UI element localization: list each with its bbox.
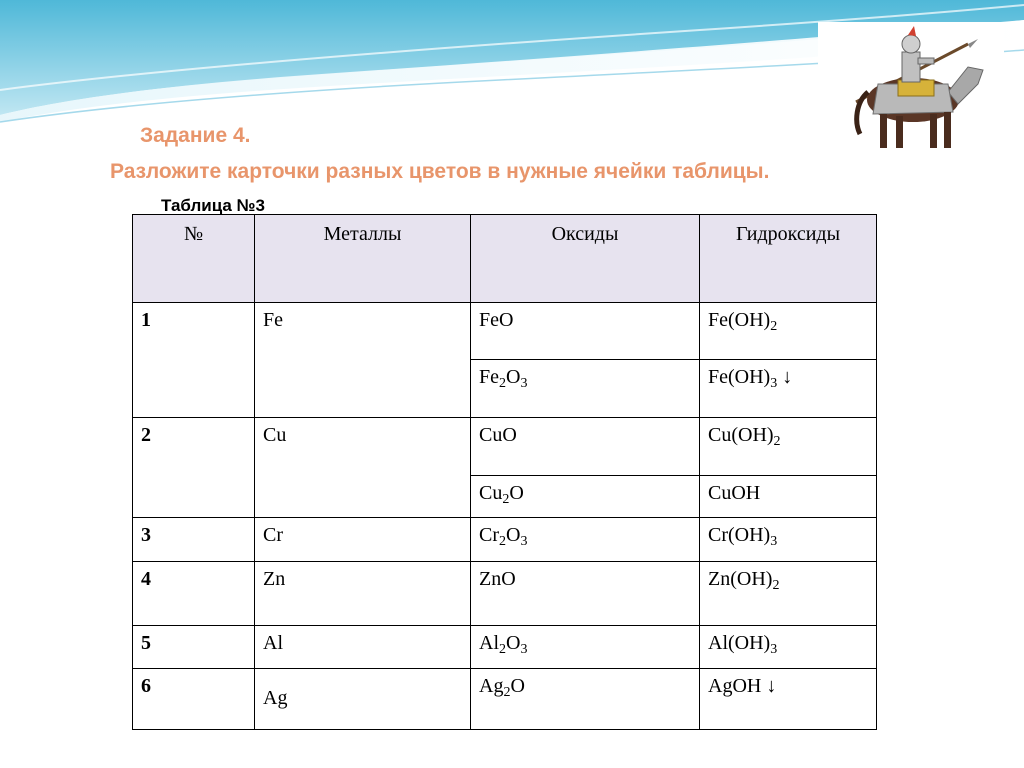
row-number: 1: [133, 303, 255, 418]
row-number: 6: [133, 669, 255, 730]
table-row: [133, 303, 877, 360]
row-number: 5: [133, 626, 255, 669]
oxide-cell: FeO: [471, 303, 700, 360]
hydroxide-cell: $Cu(OH)_2$: [700, 418, 877, 476]
header-hydroxides: Гидроксиды: [700, 215, 877, 303]
metal-cell: Cr: [255, 518, 471, 562]
table-row: [133, 669, 877, 730]
header-metals: Металлы: [255, 215, 471, 303]
compounds-table: [132, 214, 877, 730]
oxide-cell: $Cr_2O_3$: [471, 518, 700, 562]
table-header-row: [133, 215, 877, 303]
hydroxide-cell: $Fe(OH)_3$ ↓: [700, 360, 877, 418]
oxide-cell: $Cu_2O$: [471, 476, 700, 518]
metal-cell: Ag: [255, 669, 471, 730]
task-title: Задание 4.: [140, 124, 251, 147]
table-row: [133, 418, 877, 476]
oxide-cell: ZnO: [471, 562, 700, 626]
hydroxide-cell: $Zn(OH)_2$: [700, 562, 877, 626]
knight-image: [818, 22, 1004, 156]
row-number: 3: [133, 518, 255, 562]
header-oxides: Оксиды: [471, 215, 700, 303]
oxide-cell: $Al_2O_3$: [471, 626, 700, 669]
hydroxide-cell: CuOH: [700, 476, 877, 518]
oxide-cell: CuO: [471, 418, 700, 476]
oxide-cell: $Fe_2O_3$: [471, 360, 700, 418]
table-row: [133, 518, 877, 562]
row-number: 2: [133, 418, 255, 518]
metal-cell: Al: [255, 626, 471, 669]
metal-cell: Cu: [255, 418, 471, 518]
metal-cell: Fe: [255, 303, 471, 418]
table-row: [133, 626, 877, 669]
table-caption: Таблица №3: [161, 196, 265, 215]
table-row: [133, 562, 877, 626]
hydroxide-cell: AgOH ↓: [700, 669, 877, 730]
hydroxide-cell: $Fe(OH)_2$: [700, 303, 877, 360]
task-instruction: Разложите карточки разных цветов в нужные ячейки таблицы.: [110, 160, 770, 183]
knight-on-horse-icon: [818, 22, 1004, 156]
row-number: 4: [133, 562, 255, 626]
hydroxide-cell: $Cr(OH)_3$: [700, 518, 877, 562]
oxide-cell: $Ag_2O$: [471, 669, 700, 730]
header-number: №: [133, 215, 255, 303]
metal-cell: Zn: [255, 562, 471, 626]
hydroxide-cell: $Al(OH)_3$: [700, 626, 877, 669]
